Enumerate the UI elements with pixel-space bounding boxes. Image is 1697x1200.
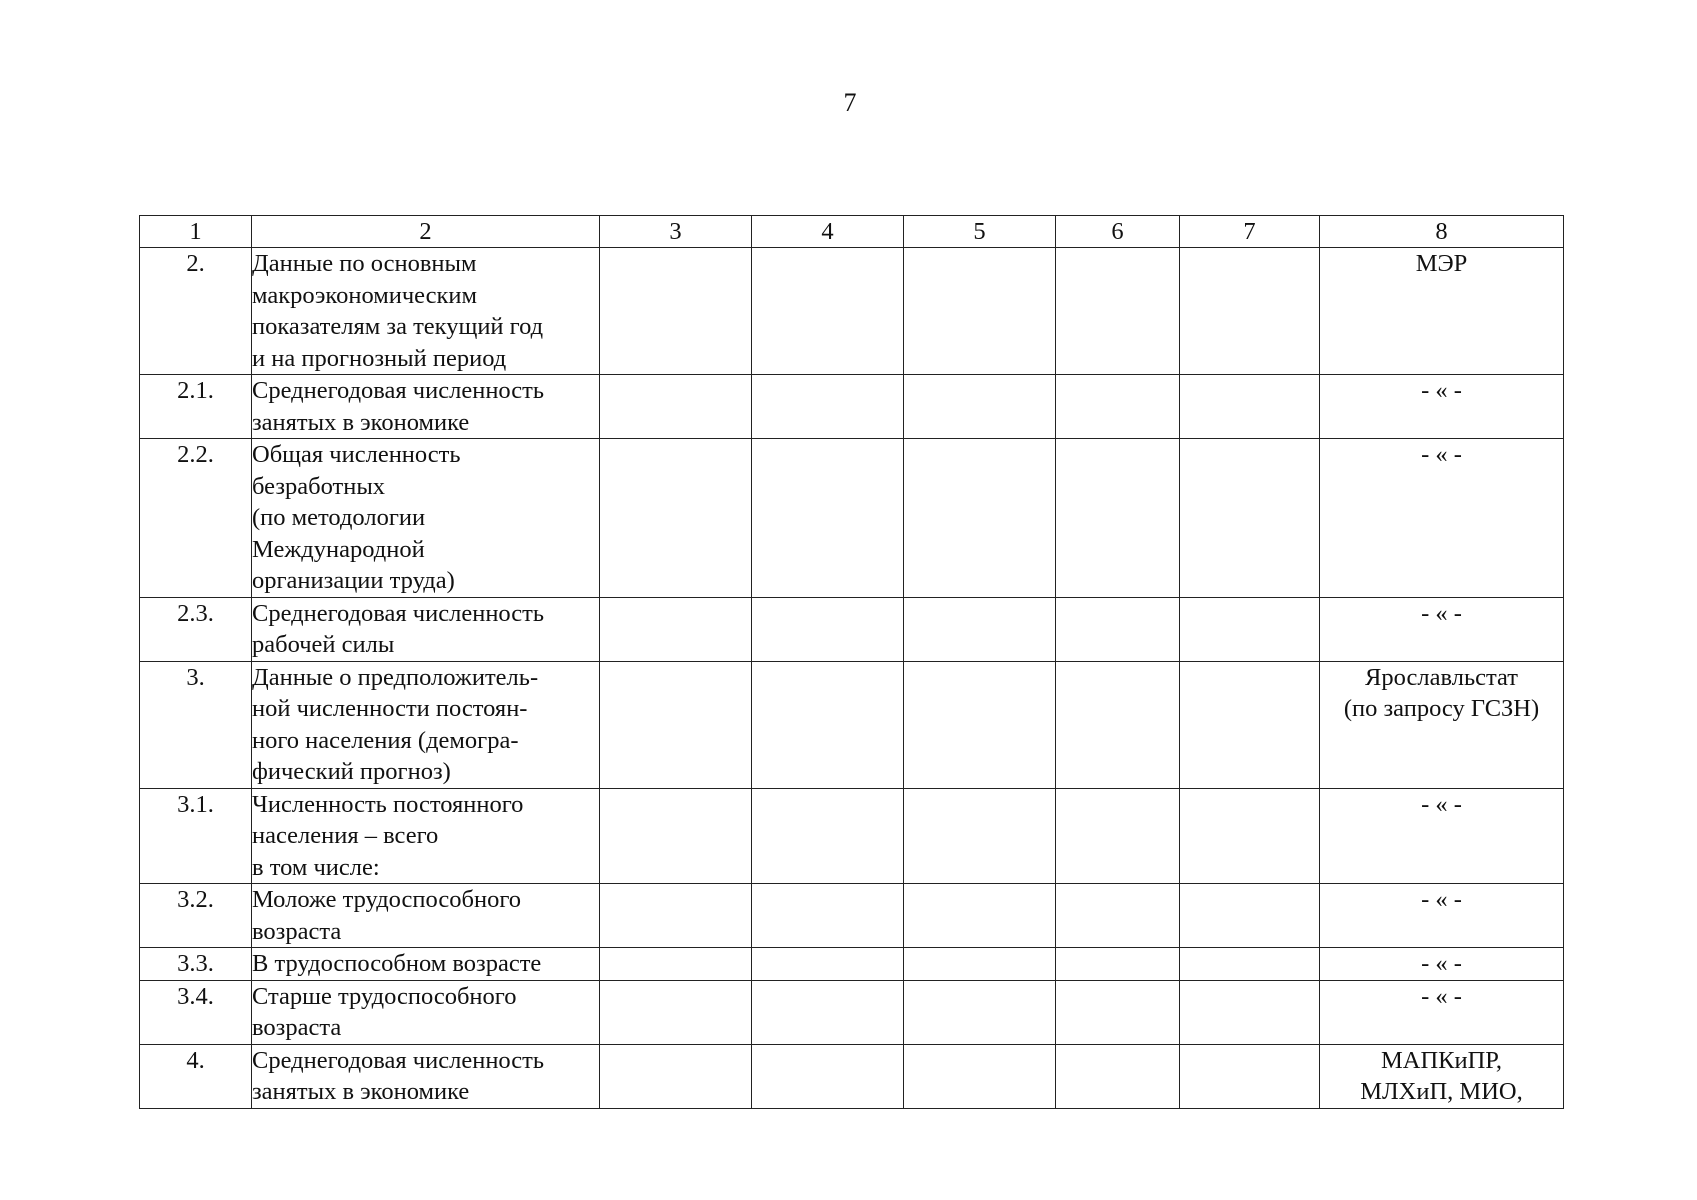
table-row (140, 948, 1564, 981)
empty-cell (600, 1044, 752, 1108)
row-number: 3. (140, 661, 252, 788)
row-description: Старше трудоспособного возраста (252, 980, 600, 1044)
page-number: 7 (843, 88, 857, 117)
table-row (140, 439, 1564, 598)
row-number: 3.2. (140, 884, 252, 948)
empty-cell (752, 980, 904, 1044)
empty-cell (752, 597, 904, 661)
empty-cell (752, 1044, 904, 1108)
empty-cell (1180, 375, 1320, 439)
empty-cell (752, 948, 904, 981)
table-row (140, 1044, 1564, 1108)
empty-cell (1056, 980, 1180, 1044)
row-source: - « - (1320, 884, 1564, 948)
empty-cell (1180, 439, 1320, 598)
empty-cell (1056, 948, 1180, 981)
empty-cell (904, 948, 1056, 981)
empty-cell (904, 375, 1056, 439)
empty-cell (1056, 788, 1180, 884)
row-number: 3.1. (140, 788, 252, 884)
empty-cell (904, 884, 1056, 948)
table-header-row (140, 216, 1564, 248)
empty-cell (904, 439, 1056, 598)
empty-cell (1180, 1044, 1320, 1108)
row-source: - « - (1320, 375, 1564, 439)
row-description: Данные о предположитель- ной численности постоян- ного населения (демогра- фический прогноз) (252, 661, 600, 788)
empty-cell (1180, 597, 1320, 661)
empty-cell (600, 788, 752, 884)
row-source: - « - (1320, 948, 1564, 981)
empty-cell (1180, 788, 1320, 884)
table-row (140, 788, 1564, 884)
row-source: МАПКиПР, МЛХиП, МИО, (1320, 1044, 1564, 1108)
empty-cell (904, 980, 1056, 1044)
empty-cell (904, 597, 1056, 661)
row-source: - « - (1320, 439, 1564, 598)
empty-cell (1056, 661, 1180, 788)
row-description: Моложе трудоспособного возраста (252, 884, 600, 948)
empty-cell (1056, 884, 1180, 948)
empty-cell (1180, 248, 1320, 375)
row-source: МЭР (1320, 248, 1564, 375)
empty-cell (600, 375, 752, 439)
column-header-2: 2 (252, 216, 600, 248)
empty-cell (600, 884, 752, 948)
column-header-3: 3 (600, 216, 752, 248)
row-description: Среднегодовая численность занятых в экономике (252, 1044, 600, 1108)
row-source: - « - (1320, 980, 1564, 1044)
row-source: - « - (1320, 597, 1564, 661)
empty-cell (752, 375, 904, 439)
column-header-6: 6 (1056, 216, 1180, 248)
empty-cell (1056, 375, 1180, 439)
table-row (140, 980, 1564, 1044)
empty-cell (752, 661, 904, 788)
data-requirements-table (139, 215, 1564, 1109)
empty-cell (600, 597, 752, 661)
row-description: Данные по основным макроэкономическим показателям за текущий год и на прогнозный период (252, 248, 600, 375)
empty-cell (1180, 661, 1320, 788)
empty-cell (600, 439, 752, 598)
row-number: 3.3. (140, 948, 252, 981)
row-description: Среднегодовая численность рабочей силы (252, 597, 600, 661)
empty-cell (1056, 597, 1180, 661)
empty-cell (752, 788, 904, 884)
empty-cell (1056, 248, 1180, 375)
row-source: - « - (1320, 788, 1564, 884)
table-row (140, 597, 1564, 661)
table-row (140, 375, 1564, 439)
empty-cell (752, 248, 904, 375)
row-description: Среднегодовая численность занятых в экономике (252, 375, 600, 439)
column-header-1: 1 (140, 216, 252, 248)
empty-cell (1180, 948, 1320, 981)
row-source: Ярославльстат (по запросу ГСЗН) (1320, 661, 1564, 788)
row-description: Численность постоянного населения – всего в том числе: (252, 788, 600, 884)
empty-cell (600, 248, 752, 375)
row-number: 2.1. (140, 375, 252, 439)
empty-cell (1056, 1044, 1180, 1108)
empty-cell (1180, 980, 1320, 1044)
empty-cell (904, 661, 1056, 788)
empty-cell (1180, 884, 1320, 948)
table-row (140, 884, 1564, 948)
row-number: 4. (140, 1044, 252, 1108)
row-number: 2.2. (140, 439, 252, 598)
empty-cell (904, 1044, 1056, 1108)
empty-cell (752, 439, 904, 598)
empty-cell (752, 884, 904, 948)
empty-cell (600, 980, 752, 1044)
row-number: 2.3. (140, 597, 252, 661)
row-number: 2. (140, 248, 252, 375)
empty-cell (904, 248, 1056, 375)
empty-cell (1056, 439, 1180, 598)
column-header-4: 4 (752, 216, 904, 248)
row-number: 3.4. (140, 980, 252, 1044)
row-description: Общая численность безработных (по методологии Международной организации труда) (252, 439, 600, 598)
column-header-8: 8 (1320, 216, 1564, 248)
empty-cell (904, 788, 1056, 884)
table-row (140, 661, 1564, 788)
column-header-7: 7 (1180, 216, 1320, 248)
table-row (140, 248, 1564, 375)
empty-cell (600, 661, 752, 788)
column-header-5: 5 (904, 216, 1056, 248)
row-description: В трудоспособном возрасте (252, 948, 600, 981)
empty-cell (600, 948, 752, 981)
